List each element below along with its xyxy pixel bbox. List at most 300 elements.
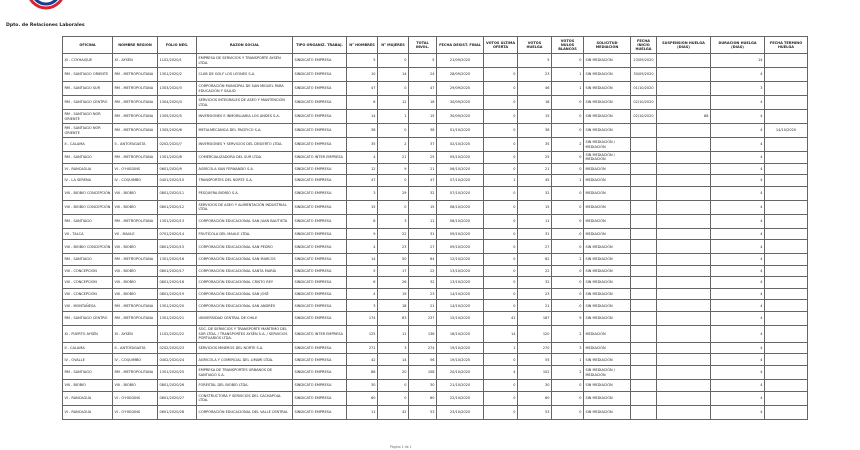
- page-footer: Página 1 de 1: [390, 445, 412, 449]
- table-cell: 0801/2020/18: [158, 277, 197, 289]
- table-cell: 45: [518, 175, 552, 187]
- table-cell: [631, 163, 657, 175]
- table-cell: CORPORACIÓN MUNICIPAL DE SAN MIGUEL PARA EDUCACIÓN Y SALUD: [197, 82, 293, 96]
- table-cell: [631, 254, 657, 266]
- table-cell: [484, 54, 518, 68]
- table-cell: 41: [484, 311, 518, 325]
- direccion-del-trabajo-logo: [24, 0, 68, 14]
- table-row: [63, 138, 808, 152]
- table-cell: 21: [409, 300, 437, 312]
- table-cell: SIN MEDIACIÓN: [584, 277, 631, 289]
- table-cell: MEDIACIÓN: [584, 186, 631, 200]
- table-cell: VI - O'HIGGINS: [113, 163, 158, 175]
- table-cell: 187: [518, 311, 552, 325]
- table-cell: SINDICATO EMPRESA: [293, 186, 347, 200]
- table-cell: VIII - BIOBIO CONCEPCIÓN: [63, 186, 113, 200]
- table-cell: 0: [484, 354, 518, 366]
- table-cell: 13/10/2020: [437, 277, 484, 289]
- table-row: [63, 110, 808, 124]
- table-cell: SIN MEDIACIÓN: [584, 391, 631, 405]
- table-cell: 20: [378, 366, 409, 380]
- table-cell: 0: [484, 228, 518, 240]
- table-cell: CORPORACIÓN EDUCACIONAL SAN PEDRO: [197, 240, 293, 254]
- table-cell: 4: [484, 366, 518, 380]
- table-cell: RM - SANTIAGO NOR ORIENTE: [63, 124, 113, 138]
- table-cell: 63: [378, 311, 409, 325]
- table-cell: SINDICATO EMPRESA: [293, 265, 347, 277]
- table-cell: SINDICATO EMPRESA: [293, 380, 347, 392]
- table-cell: SIN MEDIACIÓN: [584, 254, 631, 266]
- table-cell: SINDICATO EMPRESA: [293, 342, 347, 354]
- table-cell: 4: [711, 186, 765, 200]
- table-cell: 4: [711, 214, 765, 228]
- table-cell: 2: [552, 254, 584, 266]
- table-cell: [765, 96, 808, 110]
- table-cell: SERVICIOS MINEROS DEL NORTE S.A.: [197, 342, 293, 354]
- table-cell: 3: [347, 300, 378, 312]
- table-cell: 0: [484, 124, 518, 138]
- table-cell: 0: [484, 96, 518, 110]
- table-cell: 0: [552, 163, 584, 175]
- table-cell: 1301/2020/8: [158, 152, 197, 164]
- table-header-row: [63, 37, 808, 54]
- table-cell: IV - LA SERENA: [63, 175, 113, 187]
- table-cell: [631, 366, 657, 380]
- table-cell: 23: [518, 288, 552, 300]
- table-cell: 31: [518, 228, 552, 240]
- table-cell: 47: [409, 175, 437, 187]
- table-row: [63, 325, 808, 342]
- table-cell: SIN MEDIACIÓN / MEDIACIÓN: [584, 366, 631, 380]
- table-cell: [657, 96, 711, 110]
- table-cell: 21: [518, 300, 552, 312]
- table-cell: [631, 311, 657, 325]
- table-cell: SIN MEDIACIÓN: [584, 405, 631, 419]
- table-cell: 02/10/2020: [631, 96, 657, 110]
- column-header: VOTOS NULOS BLANCOS: [552, 37, 584, 54]
- table-cell: II - ANTOFAGASTA: [113, 138, 158, 152]
- table-cell: 136: [409, 325, 437, 342]
- table-cell: COMERCIALIZADORA DEL SUR LTDA.: [197, 152, 293, 164]
- table-cell: 23/09/2020: [631, 54, 657, 68]
- table-cell: [765, 288, 808, 300]
- column-header: NOMBRE REGION: [113, 37, 158, 54]
- table-cell: 0: [378, 82, 409, 96]
- table-cell: [657, 380, 711, 392]
- table-cell: 0601/2020/28: [158, 405, 197, 419]
- table-cell: 21: [409, 163, 437, 175]
- table-cell: [631, 391, 657, 405]
- table-cell: 0: [552, 391, 584, 405]
- table-cell: RM - METROPOLITANA: [113, 152, 158, 164]
- table-cell: [631, 265, 657, 277]
- table-cell: 22: [518, 265, 552, 277]
- table-cell: 174: [347, 311, 378, 325]
- table-row: [63, 300, 808, 312]
- column-header: FOLIO NEG.: [158, 37, 197, 54]
- department-name: Relaciones Laborales: [29, 23, 85, 28]
- table-cell: 08/10/2020: [437, 200, 484, 214]
- table-cell: 0801/2020/15: [158, 240, 197, 254]
- table-cell: 0801/2020/12: [158, 200, 197, 214]
- table-cell: [657, 391, 711, 405]
- table-cell: 5: [347, 265, 378, 277]
- table-cell: 0: [484, 405, 518, 419]
- table-cell: 47: [347, 82, 378, 96]
- table-cell: [631, 186, 657, 200]
- table-cell: 0601/2020/9: [158, 163, 197, 175]
- table-cell: MEDIACIÓN: [584, 325, 631, 342]
- table-cell: 0: [552, 124, 584, 138]
- table-cell: 17: [378, 265, 409, 277]
- table-cell: 102: [518, 366, 552, 380]
- table-row: [63, 391, 808, 405]
- table-cell: METALMECÁNICA DEL PACÍFICO S.A.: [197, 124, 293, 138]
- table-cell: SINDICATO EMPRESA: [293, 366, 347, 380]
- column-header: OFICINA: [63, 37, 113, 54]
- table-cell: [657, 325, 711, 342]
- table-cell: 15: [409, 200, 437, 214]
- table-cell: 3: [552, 342, 584, 354]
- table-cell: AGRÍCOLA SAN FERNANDO S.A.: [197, 163, 293, 175]
- table-cell: SINDICATO EMPRESA: [293, 254, 347, 266]
- table-cell: [657, 200, 711, 214]
- table-cell: SIN MEDIACIÓN: [584, 288, 631, 300]
- table-cell: IV - COQUIMBO: [113, 175, 158, 187]
- table-cell: 0: [378, 124, 409, 138]
- table-cell: 0: [484, 138, 518, 152]
- column-header: SUSPENSION HUELGA (DIAS): [657, 37, 711, 54]
- table-cell: 18: [409, 96, 437, 110]
- table-cell: 01/10/2020: [631, 82, 657, 96]
- table-cell: SINDICATO EMPRESA: [293, 354, 347, 366]
- table-cell: [657, 152, 711, 164]
- table-cell: SIN MEDIACIÓN: [584, 68, 631, 82]
- table-cell: 0: [552, 380, 584, 392]
- table-row: [63, 82, 808, 96]
- table-cell: 4: [711, 96, 765, 110]
- table-cell: VIII - BIOBÍO: [113, 288, 158, 300]
- table-cell: 23/10/2020: [437, 405, 484, 419]
- table-cell: SIN MEDIACIÓN: [584, 265, 631, 277]
- table-cell: [657, 354, 711, 366]
- table-cell: 23: [409, 288, 437, 300]
- table-cell: RM - METROPOLITANA: [113, 366, 158, 380]
- table-cell: 274: [409, 342, 437, 354]
- column-header: SOLICITUD MEDIACION: [584, 37, 631, 54]
- table-cell: 18: [518, 96, 552, 110]
- table-cell: 0: [484, 186, 518, 200]
- table-cell: 30: [518, 380, 552, 392]
- table-cell: [765, 354, 808, 366]
- table-cell: 237: [409, 311, 437, 325]
- table-cell: 0801/2020/11: [158, 186, 197, 200]
- table-cell: 1301/2020/16: [158, 254, 197, 266]
- table-cell: SINDICATO EMPRESA: [293, 54, 347, 68]
- table-cell: II - ANTOFAGASTA: [113, 342, 158, 354]
- table-cell: [657, 175, 711, 187]
- table-cell: [765, 342, 808, 354]
- table-cell: 4: [711, 288, 765, 300]
- table-cell: 13/10/2020: [437, 265, 484, 277]
- table-cell: 21: [518, 163, 552, 175]
- table-cell: 22/10/2020: [437, 391, 484, 405]
- table-cell: INVERSIONES E INMOBILIARIA LOS ANDES S.A.: [197, 110, 293, 124]
- table-cell: 30/09/2020: [437, 96, 484, 110]
- table-cell: VIII - BIOBÍO: [113, 277, 158, 289]
- table-cell: 0: [552, 110, 584, 124]
- table-cell: 09/10/2020: [437, 240, 484, 254]
- table-cell: [765, 311, 808, 325]
- table-cell: 22: [409, 265, 437, 277]
- table-cell: 60: [409, 391, 437, 405]
- table-cell: SINDICATO EMPRESA: [293, 138, 347, 152]
- table-cell: SIN MEDIACIÓN: [584, 240, 631, 254]
- table-cell: SIN MEDIACIÓN / MEDIACIÓN: [584, 152, 631, 164]
- table-cell: 37: [409, 138, 437, 152]
- table-cell: 9: [347, 228, 378, 240]
- table-cell: [765, 68, 808, 82]
- table-cell: 55: [518, 354, 552, 366]
- table-cell: 05/10/2020: [437, 152, 484, 164]
- table-cell: VII - TALCA: [63, 228, 113, 240]
- table-cell: 38: [518, 124, 552, 138]
- table-cell: RM - METROPOLITANA: [113, 214, 158, 228]
- table-cell: 10: [347, 68, 378, 82]
- table-cell: 12/10/2020: [437, 254, 484, 266]
- table-cell: 20/10/2020: [437, 366, 484, 380]
- table-cell: 11: [409, 214, 437, 228]
- table-cell: [631, 200, 657, 214]
- table-cell: [765, 82, 808, 96]
- table-cell: [765, 54, 808, 68]
- table-row: [63, 214, 808, 228]
- table-cell: SINDICATO EMPRESA: [293, 68, 347, 82]
- table-cell: 4: [711, 300, 765, 312]
- table-cell: 29/09/2020: [437, 82, 484, 96]
- column-header: TIPO ORGANIZ. TRABAJ.: [293, 37, 347, 54]
- table-cell: 16/10/2020: [437, 325, 484, 342]
- table-cell: [631, 325, 657, 342]
- table-cell: 4: [711, 366, 765, 380]
- table-row: [63, 163, 808, 175]
- table-cell: SINDICATO INTER EMPRESA: [293, 152, 347, 164]
- table-cell: [631, 300, 657, 312]
- table-cell: [631, 342, 657, 354]
- table-cell: XI - COYHAIQUE: [63, 54, 113, 68]
- table-row: [63, 200, 808, 214]
- table-cell: RM - SANTIAGO: [63, 214, 113, 228]
- table-cell: 1304/2020/4: [158, 96, 197, 110]
- table-row: [63, 366, 808, 380]
- table-row: [63, 380, 808, 392]
- table-cell: CORPORACIÓN EDUCACIONAL SANTA MARÍA: [197, 265, 293, 277]
- table-cell: CORPORACIÓN EDUCACIONAL SAN JUAN BAUTISTA: [197, 214, 293, 228]
- table-cell: 0: [552, 96, 584, 110]
- table-cell: 8: [347, 214, 378, 228]
- table-cell: CONSTRUCTORA Y SERVICIOS DEL CACHAPOAL LTDA.: [197, 391, 293, 405]
- table-cell: 35: [347, 138, 378, 152]
- table-cell: 30/09/2020: [631, 68, 657, 82]
- table-cell: [657, 82, 711, 96]
- table-row: [63, 96, 808, 110]
- table-cell: 56: [409, 354, 437, 366]
- table-cell: SINDICATO EMPRESA: [293, 391, 347, 405]
- table-cell: MEDIACIÓN: [584, 163, 631, 175]
- table-cell: 32: [409, 186, 437, 200]
- table-cell: 2: [552, 138, 584, 152]
- table-cell: SERVICIOS DE ASEO Y ALIMENTACIÓN INDUSTRIAL LTDA.: [197, 200, 293, 214]
- table-cell: [765, 200, 808, 214]
- table-cell: SINDICATO EMPRESA: [293, 163, 347, 175]
- table-cell: [631, 277, 657, 289]
- table-cell: [657, 311, 711, 325]
- table-cell: 0: [552, 228, 584, 240]
- table-cell: [765, 380, 808, 392]
- table-cell: CORPORACIÓN EDUCACIONAL SAN ANDRÉS: [197, 300, 293, 312]
- table-cell: 88: [347, 366, 378, 380]
- table-cell: 32: [409, 277, 437, 289]
- table-cell: 9: [552, 311, 584, 325]
- table-cell: VIII - CONCEPCIÓN: [63, 288, 113, 300]
- table-cell: 0: [552, 288, 584, 300]
- table-cell: 0: [484, 82, 518, 96]
- table-cell: 5: [518, 54, 552, 68]
- table-cell: 1: [552, 175, 584, 187]
- table-cell: VIII - BIOBÍO: [113, 200, 158, 214]
- table-cell: 11: [378, 325, 409, 342]
- table-cell: 14: [484, 325, 518, 342]
- table-row: [63, 354, 808, 366]
- table-cell: 30: [409, 380, 437, 392]
- table-cell: 35: [518, 138, 552, 152]
- table-cell: 31: [409, 228, 437, 240]
- table-cell: 4: [711, 265, 765, 277]
- table-cell: 0401/2020/10: [158, 175, 197, 187]
- table-cell: RM - SANTIAGO ORIENTE: [63, 68, 113, 82]
- table-cell: 1: [552, 82, 584, 96]
- table-cell: VIII - CONCEPCIÓN: [63, 265, 113, 277]
- table-cell: CORPORACIÓN EDUCACIONAL CRISTO REY: [197, 277, 293, 289]
- table-cell: 4: [711, 68, 765, 82]
- table-cell: 108: [409, 366, 437, 380]
- table-cell: TRANSPORTES DEL NORTE S.A.: [197, 175, 293, 187]
- table-cell: 07/10/2020: [437, 175, 484, 187]
- table-cell: XI - AYSÉN: [113, 325, 158, 342]
- table-cell: XI - AYSÉN: [113, 54, 158, 68]
- table-cell: RM - METROPOLITANA: [113, 300, 158, 312]
- column-header: N° MUJERES: [378, 37, 409, 54]
- table-cell: 0: [484, 391, 518, 405]
- table-cell: VIII - BIOBÍO: [113, 380, 158, 392]
- table-cell: EMPRESA DE TRANSPORTES URBANOS DE SANTIAGO S.A.: [197, 366, 293, 380]
- table-cell: 60: [347, 391, 378, 405]
- table-cell: [631, 124, 657, 138]
- table-cell: VIII - BIOBIO CONCEPCIÓN: [63, 240, 113, 254]
- svg-text:Trabajo: [39, 0, 52, 1]
- table-cell: IV - OVALLE: [63, 354, 113, 366]
- table-row: [63, 54, 808, 68]
- column-header: VOTOS HUELGA: [518, 37, 552, 54]
- table-cell: 4: [711, 228, 765, 240]
- table-cell: 0: [552, 54, 584, 68]
- table-cell: 3: [378, 342, 409, 354]
- table-cell: 0: [484, 300, 518, 312]
- column-header: VOTOS ÚLTIMA OFERTA: [484, 37, 518, 54]
- table-cell: RM - METROPOLITANA: [113, 124, 158, 138]
- table-cell: VIII - BIOBIO: [63, 380, 113, 392]
- table-cell: 27: [409, 240, 437, 254]
- table-cell: 15/10/2020: [437, 311, 484, 325]
- table-row: [63, 342, 808, 354]
- table-cell: 4: [347, 152, 378, 164]
- table-cell: [657, 277, 711, 289]
- table-cell: [765, 254, 808, 266]
- table-cell: 46: [518, 82, 552, 96]
- table-cell: 0: [378, 54, 409, 68]
- table-cell: 0801/2020/17: [158, 265, 197, 277]
- table-cell: 4: [711, 175, 765, 187]
- table-cell: [657, 124, 711, 138]
- department-heading: [6, 23, 85, 28]
- table-cell: 19/10/2020: [437, 342, 484, 354]
- table-cell: SINDICATO EMPRESA: [293, 311, 347, 325]
- table-cell: 4: [711, 200, 765, 214]
- table-cell: 4: [711, 138, 765, 152]
- table-cell: 0: [378, 175, 409, 187]
- table-cell: 30/09/2020: [437, 110, 484, 124]
- table-cell: 4: [711, 110, 765, 124]
- table-cell: 125: [347, 325, 378, 342]
- table-cell: SINDICATO EMPRESA: [293, 200, 347, 214]
- table-cell: SIN MEDIACIÓN: [584, 110, 631, 124]
- table-cell: 0: [552, 152, 584, 164]
- table-cell: 24: [409, 68, 437, 82]
- table-cell: 60: [518, 391, 552, 405]
- table-cell: 32: [518, 277, 552, 289]
- table-row: [63, 152, 808, 164]
- table-cell: RM - SANTIAGO: [63, 366, 113, 380]
- table-cell: 29: [378, 186, 409, 200]
- table-cell: 2: [552, 325, 584, 342]
- table-cell: MEDIACIÓN: [584, 342, 631, 354]
- table-cell: MEDIACIÓN: [584, 175, 631, 187]
- table-cell: 0: [484, 288, 518, 300]
- table-cell: 07/10/2020: [437, 186, 484, 200]
- table-cell: [765, 325, 808, 342]
- table-cell: [765, 138, 808, 152]
- column-header: FECHA DESIST. FINAL: [437, 37, 484, 54]
- table-cell: 15: [347, 200, 378, 214]
- table-cell: 4: [711, 152, 765, 164]
- table-cell: FRUTÍCOLA DEL MAULE LTDA.: [197, 228, 293, 240]
- table-cell: 0: [484, 277, 518, 289]
- table-cell: RM - SANTIAGO CENTRO: [63, 311, 113, 325]
- table-cell: 4: [711, 124, 765, 138]
- table-row: [63, 240, 808, 254]
- table-cell: 1303/2020/3: [158, 82, 197, 96]
- table-cell: 4: [347, 288, 378, 300]
- table-cell: [657, 214, 711, 228]
- table-cell: 1305/2020/5: [158, 110, 197, 124]
- table-cell: 4: [711, 277, 765, 289]
- table-cell: 14: [347, 110, 378, 124]
- table-cell: 27: [518, 240, 552, 254]
- table-cell: VII - MAULE: [113, 228, 158, 240]
- table-cell: 14: [347, 254, 378, 266]
- table-cell: [765, 214, 808, 228]
- table-cell: [765, 265, 808, 277]
